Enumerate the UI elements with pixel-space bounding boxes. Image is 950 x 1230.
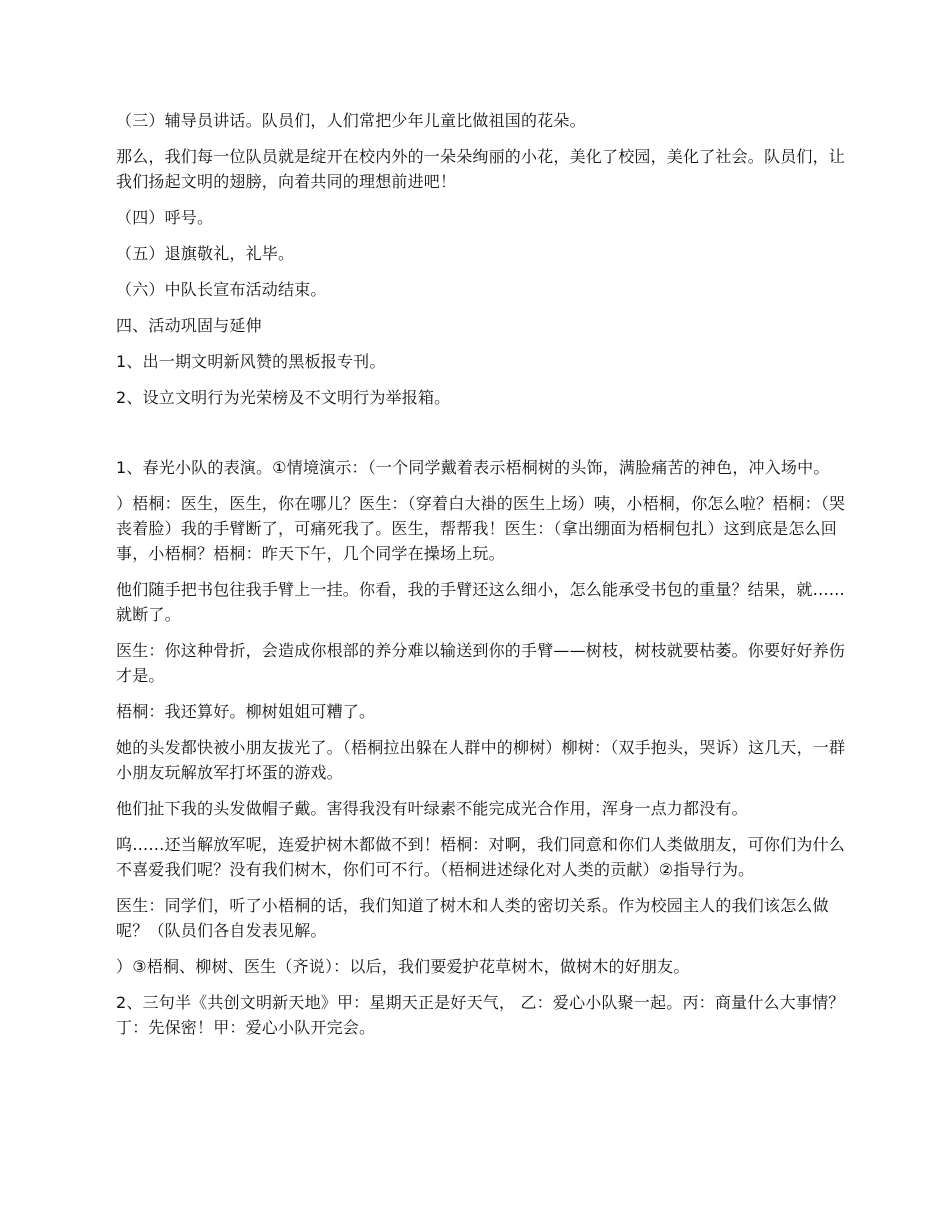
paragraph: 她的头发都快被小朋友拔光了。（梧桐拉出躲在人群中的柳树）柳树：（双手抱头，哭诉）这几天，一群小朋友玩解放军打坏蛋的游戏。 [116,738,846,782]
list-item: 2、设立文明行为光荣榜及不文明行为举报箱。 [116,388,451,407]
paragraph: 那么，我们每一位队员就是绽开在校内外的一朵朵绚丽的小花，美化了校园，美化了社会。队员们，让我们扬起文明的翅膀，向着共同的理想前进吧！ [116,147,846,191]
paragraph: 他们扯下我的头发做帽子戴。害得我没有叶绿素不能完成光合作用，浑身一点力都没有。 [116,799,748,818]
paragraph: 1、春光小队的表演。①情境演示：（一个同学戴着表示梧桐树的头饰，满脸痛苦的神色，冲入场中。 [116,458,830,477]
paragraph: 呜……还当解放军呢，连爱护树木都做不到！梧桐：对啊，我们同意和你们人类做朋友，可你们为什么不喜爱我们呢？没有我们树木，你们可不行。（梧桐进述绿化对人类的贡献）②指导行为。 [116,835,846,879]
section-gap [116,421,846,455]
paragraph: （六）中队长宣布活动结束。 [116,280,327,299]
paragraph: ）③梧桐、柳树、医生（齐说）：以后，我们要爱护花草树木，做树木的好朋友。 [116,957,690,976]
paragraph: 他们随手把书包往我手臂上一挂。你看，我的手臂还这么细小，怎么能承受书包的重量？结果，就……就断了。 [116,580,846,624]
paragraph: 梧桐：我还算好。柳树姐姐可糟了。 [116,702,376,721]
section-heading: 四、活动巩固与延伸 [116,316,262,335]
paragraph: （四）呼号。 [116,208,214,227]
paragraph: 医生：你这种骨折，会造成你根部的养分难以输送到你的手臂——树枝，树枝就要枯萎。你要好好养伤才是。 [116,641,846,685]
paragraph: 医生：同学们，听了小梧桐的话，我们知道了树木和人类的密切关系。作为校园主人的我们该怎么做呢？（队员们各自发表见解。 [116,896,829,940]
paragraph: （三）辅导员讲话。队员们，人们常把少年儿童比做祖国的花朵。 [116,111,586,130]
paragraph: （五）退旗敬礼，礼毕。 [116,244,295,263]
paragraph: 2、三句半《共创文明新天地》甲：星期天正是好天气， 乙：爱心小队聚一起。丙：商量什么大事情？ 丁：先保密！甲：爱心小队开完会。 [116,993,845,1037]
list-item: 1、出一期文明新风赞的黑板报专刊。 [116,352,386,371]
paragraph: ）梧桐：医生，医生，你在哪儿？医生：（穿着白大褂的医生上场）咦，小梧桐，你怎么啦？梧桐：（哭丧着脸）我的手臂断了，可痛死我了。医生，帮帮我！医生：（拿出绷面为梧桐包扎）这到底是怎么回事，小梧桐？梧桐：昨天下午，几个同学在操场上玩。 [116,494,846,563]
document-body [116,108,846,1051]
